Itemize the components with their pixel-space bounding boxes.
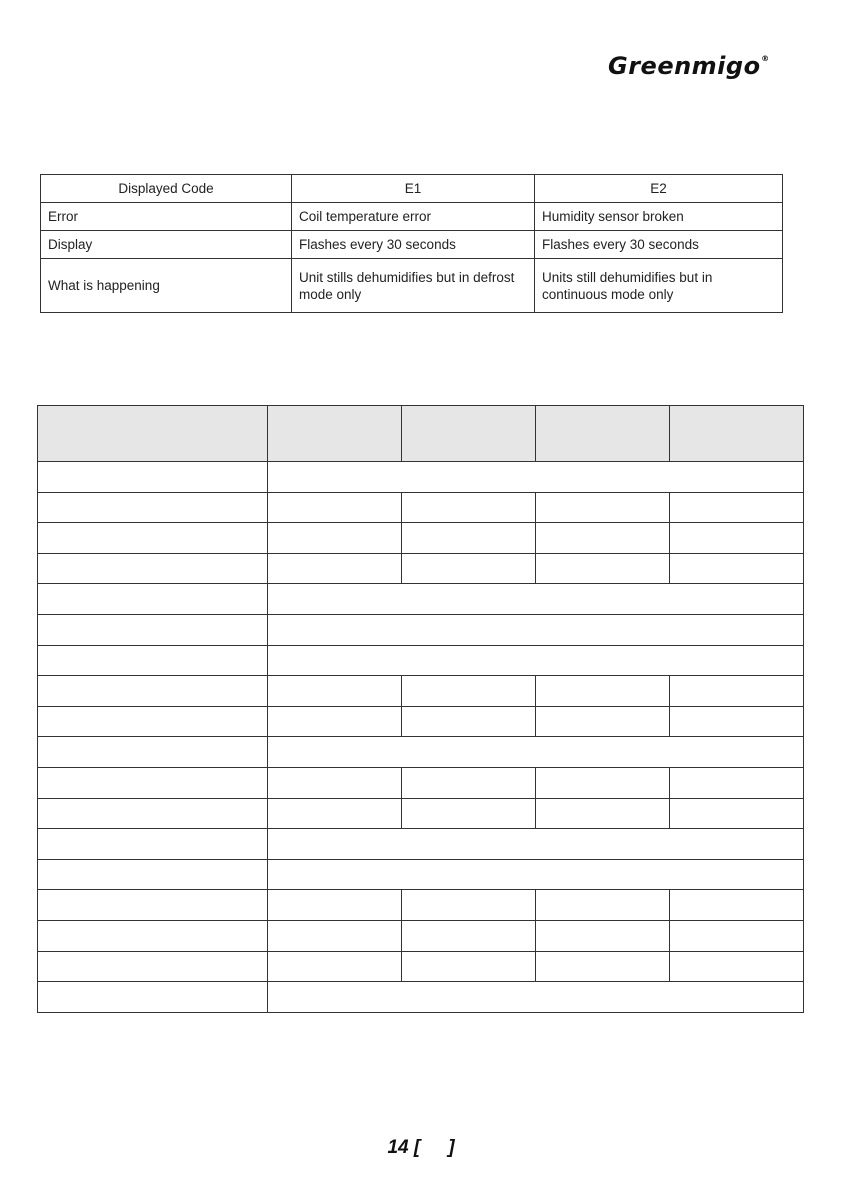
- spec-value-cell: [402, 492, 536, 523]
- spec-row: [38, 982, 804, 1013]
- spec-value-cell: [268, 798, 402, 829]
- spec-header-cell: [268, 406, 402, 462]
- spec-label-cell: [38, 492, 268, 523]
- row-label: Display: [41, 231, 292, 259]
- spec-row: [38, 584, 804, 615]
- spec-value-cell: [536, 798, 670, 829]
- row-e2-value: Humidity sensor broken: [535, 203, 783, 231]
- row-e2-value: Flashes every 30 seconds: [535, 231, 783, 259]
- spec-value-cell: [268, 859, 804, 890]
- table-row: [41, 231, 783, 259]
- spec-value-cell: [536, 767, 670, 798]
- spec-value-cell: [402, 890, 536, 921]
- spec-label-cell: [38, 798, 268, 829]
- brand-logo: [608, 52, 770, 80]
- spec-value-cell: [536, 706, 670, 737]
- close-bracket: ]: [448, 1137, 455, 1158]
- spec-value-cell: [402, 676, 536, 707]
- error-code-table: [40, 174, 783, 313]
- spec-row: [38, 676, 804, 707]
- spec-label-cell: [38, 523, 268, 554]
- spec-value-cell: [268, 645, 804, 676]
- spec-row: [38, 951, 804, 982]
- spec-row: [38, 462, 804, 493]
- spec-row: [38, 859, 804, 890]
- spec-value-cell: [670, 890, 804, 921]
- spec-value-cell: [268, 553, 402, 584]
- specifications-grid: [37, 405, 804, 1013]
- spec-row: [38, 614, 804, 645]
- registered-mark: ®: [761, 54, 770, 63]
- spec-value-cell: [402, 523, 536, 554]
- spec-value-cell: [536, 951, 670, 982]
- spec-value-cell: [670, 798, 804, 829]
- spec-label-cell: [38, 890, 268, 921]
- spec-value-cell: [268, 982, 804, 1013]
- header-e1: E1: [292, 175, 535, 203]
- spec-value-cell: [670, 767, 804, 798]
- spec-label-cell: [38, 553, 268, 584]
- spec-value-cell: [268, 951, 402, 982]
- spec-row: [38, 523, 804, 554]
- spec-value-cell: [536, 920, 670, 951]
- spec-value-cell: [402, 951, 536, 982]
- spec-value-cell: [536, 676, 670, 707]
- header-e2: E2: [535, 175, 783, 203]
- spec-value-cell: [268, 737, 804, 768]
- spec-value-cell: [670, 492, 804, 523]
- spec-row: [38, 920, 804, 951]
- spec-value-cell: [402, 767, 536, 798]
- spec-value-cell: [268, 829, 804, 860]
- spec-label-cell: [38, 645, 268, 676]
- spec-value-cell: [268, 462, 804, 493]
- spec-value-cell: [268, 584, 804, 615]
- spec-value-cell: [402, 706, 536, 737]
- spec-label-cell: [38, 767, 268, 798]
- row-label: What is happening: [41, 259, 292, 313]
- spec-label-cell: [38, 614, 268, 645]
- spec-label-cell: [38, 737, 268, 768]
- spec-header-cell: [536, 406, 670, 462]
- spec-value-cell: [670, 920, 804, 951]
- spec-label-cell: [38, 920, 268, 951]
- page-number-value: 14: [387, 1137, 409, 1158]
- row-e1-value: Coil temperature error: [292, 203, 535, 231]
- spec-value-cell: [536, 523, 670, 554]
- spec-label-cell: [38, 706, 268, 737]
- spec-label-cell: [38, 676, 268, 707]
- row-e1-value: Flashes every 30 seconds: [292, 231, 535, 259]
- spec-row: [38, 767, 804, 798]
- spec-value-cell: [268, 676, 402, 707]
- spec-label-cell: [38, 584, 268, 615]
- spec-value-cell: [670, 706, 804, 737]
- spec-row: [38, 645, 804, 676]
- table-row: [41, 203, 783, 231]
- row-label: Error: [41, 203, 292, 231]
- spec-value-cell: [268, 492, 402, 523]
- spec-header-row: [38, 406, 804, 462]
- spec-value-cell: [670, 951, 804, 982]
- table-row: [41, 259, 783, 313]
- open-bracket: [: [413, 1137, 421, 1158]
- page-number: [0, 1137, 842, 1159]
- spec-row: [38, 553, 804, 584]
- error-table-header-row: [41, 175, 783, 203]
- spec-header-cell: [38, 406, 268, 462]
- spec-value-cell: [268, 706, 402, 737]
- spec-value-cell: [268, 614, 804, 645]
- spec-label-cell: [38, 859, 268, 890]
- spec-value-cell: [670, 553, 804, 584]
- spec-value-cell: [268, 767, 402, 798]
- spec-value-cell: [670, 523, 804, 554]
- spec-value-cell: [268, 890, 402, 921]
- header-displayed-code: Displayed Code: [41, 175, 292, 203]
- spec-row: [38, 829, 804, 860]
- spec-row: [38, 798, 804, 829]
- spec-label-cell: [38, 462, 268, 493]
- row-e1-value: Unit stills dehumidifies but in defrost mode only: [292, 259, 535, 313]
- spec-row: [38, 737, 804, 768]
- spec-label-cell: [38, 982, 268, 1013]
- spec-value-cell: [536, 890, 670, 921]
- brand-name: Greenmigo: [608, 52, 761, 80]
- spec-label-cell: [38, 829, 268, 860]
- spec-row: [38, 706, 804, 737]
- spec-value-cell: [536, 492, 670, 523]
- spec-label-cell: [38, 951, 268, 982]
- spec-header-cell: [670, 406, 804, 462]
- spec-value-cell: [536, 553, 670, 584]
- spec-value-cell: [402, 920, 536, 951]
- spec-value-cell: [402, 553, 536, 584]
- spec-header-cell: [402, 406, 536, 462]
- spec-value-cell: [670, 676, 804, 707]
- spec-value-cell: [268, 920, 402, 951]
- row-e2-value: Units still dehumidifies but in continuous mode only: [535, 259, 783, 313]
- spec-row: [38, 492, 804, 523]
- spec-value-cell: [402, 798, 536, 829]
- spec-row: [38, 890, 804, 921]
- spec-value-cell: [268, 523, 402, 554]
